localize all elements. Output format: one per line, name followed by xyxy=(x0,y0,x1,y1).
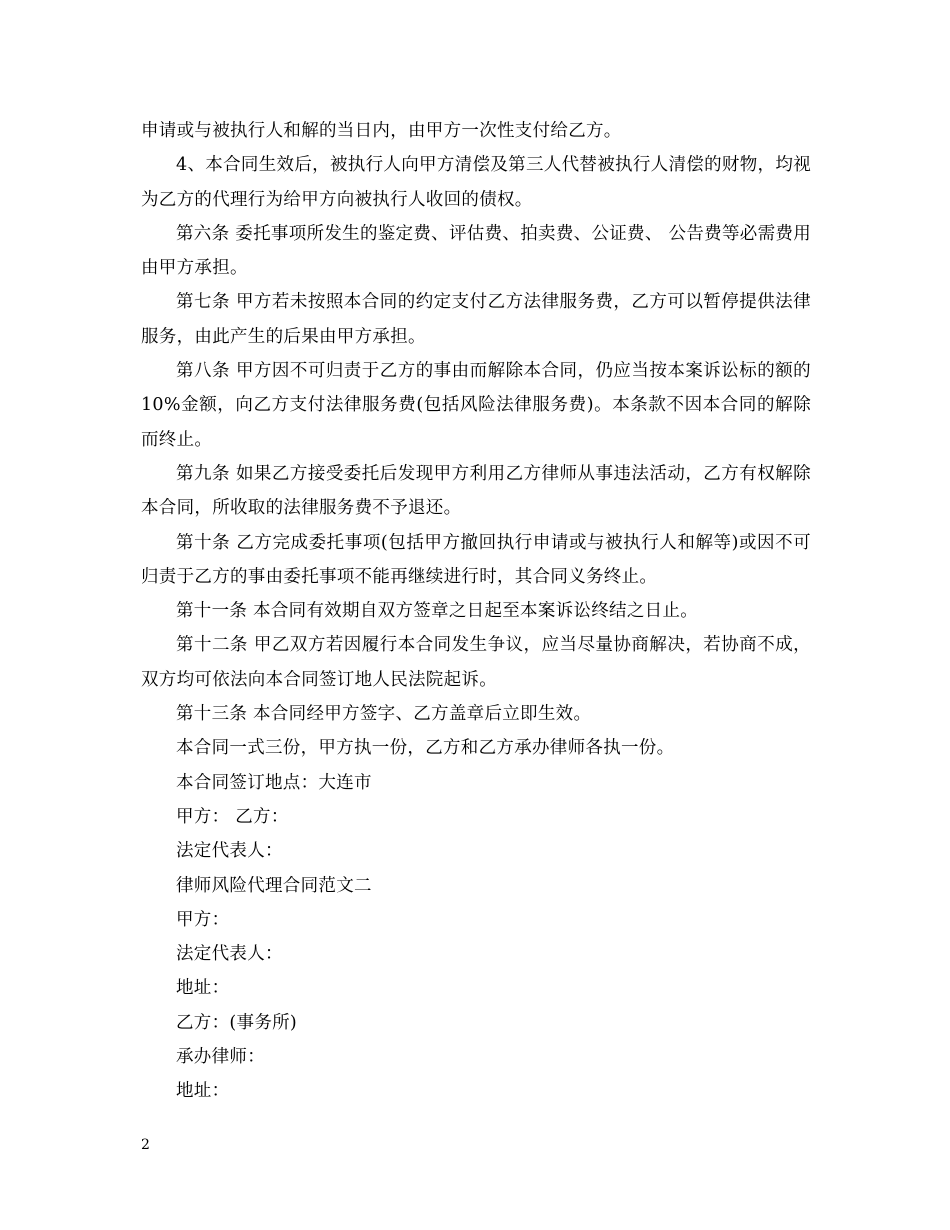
paragraph-sample-title: 律师风险代理合同范文二 xyxy=(176,875,372,896)
paragraph-article-12: 第十二条 甲乙双方若因履行本合同发生争议，应当尽量协商解决，若协商不成，双方均可依法向本合同签订地人民法院起诉。 xyxy=(141,635,811,690)
paragraph-lawyer: 承办律师： xyxy=(176,1047,265,1068)
paragraph-article-6: 第六条 委托事项所发生的鉴定费、评估费、拍卖费、公证费、 公告费等必需费用由甲方承担。 xyxy=(141,223,811,279)
paragraph-party-b-address: 地址： xyxy=(176,1081,230,1102)
paragraph-parties: 甲方： 乙方： xyxy=(176,806,289,827)
paragraph-article-8: 第八条 甲方因不可归责于乙方的事由而解除本合同，仍应当按本案诉讼标的额的10%金额，向乙方支付法律服务费(包括风险法律服务费)。本条款不因本合同的解除而终止。 xyxy=(141,361,811,450)
paragraph-article-7: 第七条 甲方若未按照本合同的约定支付乙方法律服务费，乙方可以暂停提供法律服务，由此产生的后果由甲方承担。 xyxy=(141,292,811,347)
paragraph-party-a: 甲方： xyxy=(176,909,230,930)
paragraph-party-a-legal-rep: 法定代表人： xyxy=(176,944,283,965)
paragraph-party-a-address: 地址： xyxy=(176,978,230,999)
paragraph-signing-place: 本合同签订地点：大连市 xyxy=(176,772,372,793)
paragraph-article-9: 第九条 如果乙方接受委托后发现甲方利用乙方律师从事违法活动，乙方有权解除本合同，所收取的法律服务费不予退还。 xyxy=(141,463,811,519)
paragraph-article-11: 第十一条 本合同有效期自双方签章之日起至本案诉讼终结之日止。 xyxy=(176,601,699,622)
paragraph-continuation: 申请或与被执行人和解的当日内，由甲方一次性支付给乙方。 xyxy=(141,121,622,141)
paragraph-clause-4: 4、本合同生效后，被执行人向甲方清偿及第三人代替被执行人清偿的财物，均视为乙方的代理行为给甲方向被执行人收回的债权。 xyxy=(141,155,811,210)
paragraph-legal-rep: 法定代表人： xyxy=(176,841,283,862)
paragraph-article-10: 第十条 乙方完成委托事项(包括甲方撤回执行申请或与被执行人和解等)或因不可归责于乙方的事由委托事项不能再继续进行时，其合同义务终止。 xyxy=(141,532,811,587)
paragraph-article-13: 第十三条 本合同经甲方签字、乙方盖章后立即生效。 xyxy=(176,704,592,725)
document-body xyxy=(141,114,811,1109)
paragraph-party-b: 乙方：(事务所) xyxy=(176,1012,298,1033)
page-number: 2 xyxy=(141,1137,150,1153)
paragraph-copies: 本合同一式三份，甲方执一份，乙方和乙方承办律师各执一份。 xyxy=(176,738,675,759)
